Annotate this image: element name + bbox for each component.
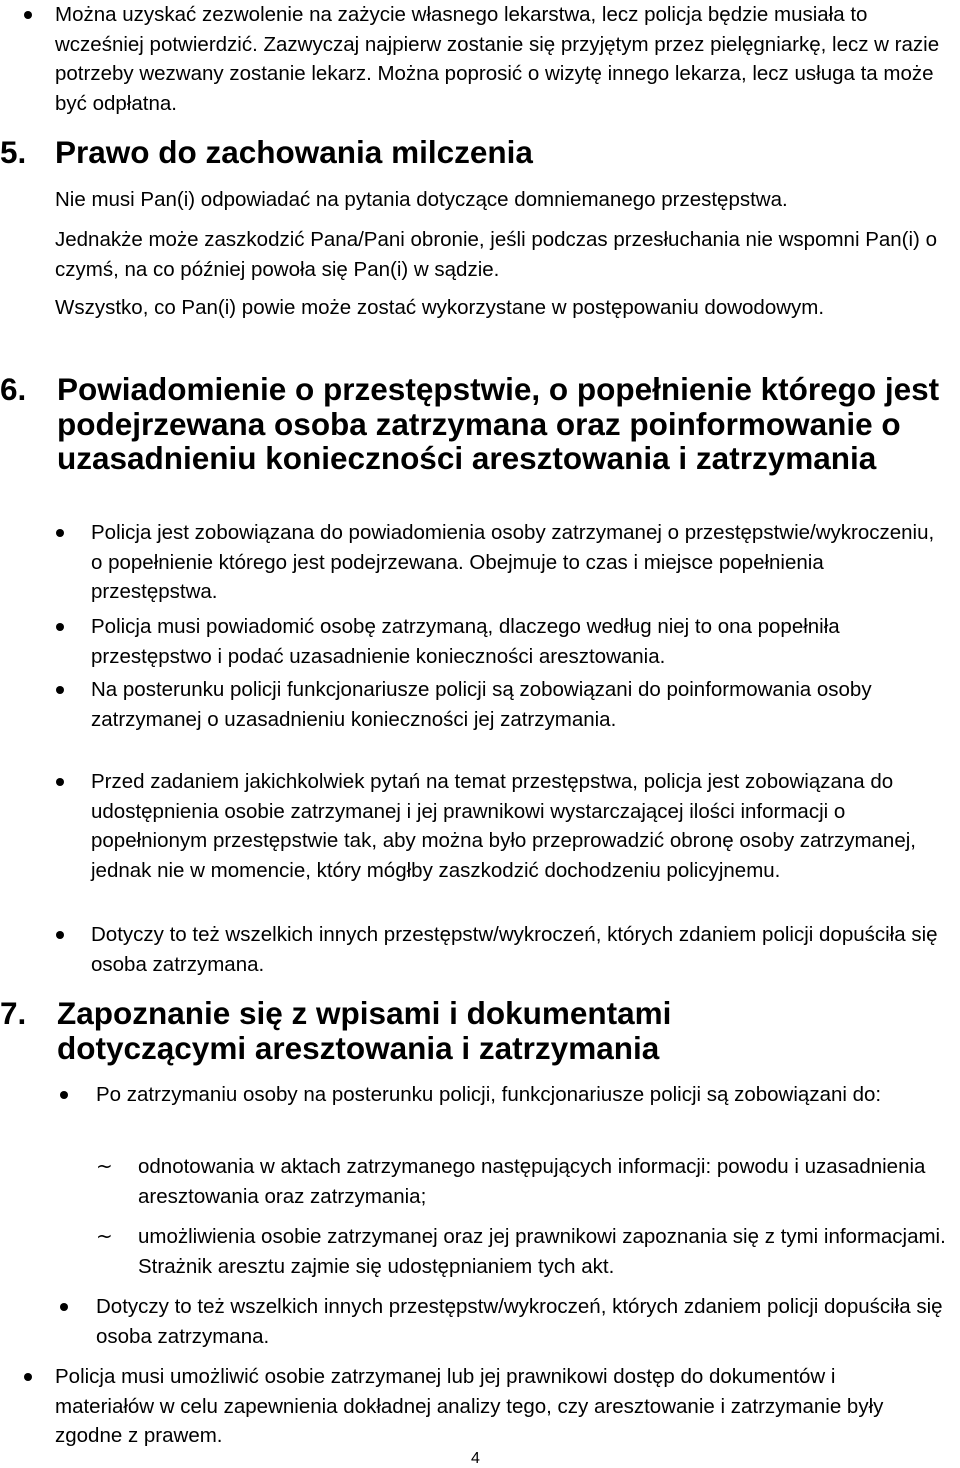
page-number: 4 — [471, 1450, 480, 1467]
section-6-number: 6. — [0, 371, 27, 407]
bullet-dot — [24, 11, 32, 19]
section-5-title: Prawo do zachowania milczenia — [55, 134, 533, 170]
section-6-bullet — [56, 675, 956, 734]
bullet-text: Dotyczy to też wszelkich innych przestępstw/wykroczeń, których zdaniem policji dopuściła się osoba zatrzymana. — [96, 1295, 943, 1348]
bullet-text: Przed zadaniem jakichkolwiek pytań na temat przestępstwa, policja jest zobowiązana do udostępnienia osobie zatrzymanej i jej prawnikowi wystarczającej ilości informacji o popełnionym przestępstwie tak, aby można było przeprowadzić obronę osoby zatrzymanej, jednak nie w momencie, który mógłby zaszkodzić dochodzeniu policyjnemu. — [91, 770, 916, 882]
section-7-subitem — [96, 1222, 956, 1281]
subitem-text: umożliwienia osobie zatrzymanej oraz jej prawnikowi zapoznania się z tymi informacjami. Strażnik aresztu zajmie się udostępnianiem tych akt. — [138, 1225, 946, 1278]
section-7-heading — [0, 996, 940, 1065]
section-7-bullet — [60, 1080, 955, 1110]
bullet-text: Policja jest zobowiązana do powiadomienia osoby zatrzymanej o przestępstwie/wykroczeniu, o popełnienie którego jest podejrzewana. Obejmuje to czas i miejsce popełnienia przestępstwa. — [91, 521, 935, 603]
tilde-marker: ~ — [96, 1224, 113, 1248]
bullet-text: Policja musi umożliwić osobie zatrzymanej lub jej prawnikowi dostęp do dokumentów i materiałów w celu zapewnienia dokładnej analizy tego, czy aresztowanie i zatrzymanie były zgodne z prawem. — [55, 1365, 884, 1447]
section-5-paragraph: Jednakże może zaszkodzić Pana/Pani obronie, jeśli podczas przesłuchania nie wspomni Pan(i) o czymś, na co później powoła się Pan(i) w sądzie. — [55, 228, 937, 281]
bullet-dot — [24, 1373, 32, 1381]
bullet-text: Można uzyskać zezwolenie na zażycie własnego lekarstwa, lecz policja będzie musiała to wcześniej potwierdzić. Zazwyczaj najpierw zostanie się przyjętym przez pielęgniarkę, lecz w razie potrzeby wezwany zostanie lekarz. Można poprosić o wizytę innego lekarza, lecz usługa ta może być odpłatna. — [55, 3, 940, 115]
bullet-dot — [56, 931, 64, 939]
final-bullet-item — [24, 1362, 944, 1451]
bullet-text: Policja musi powiadomić osobę zatrzymaną, dlaczego według niej to ona popełniła przestępstwo i podać uzasadnienie konieczności aresztowania. — [91, 615, 840, 668]
bullet-dot — [56, 778, 64, 786]
section-7-bullet — [60, 1292, 955, 1351]
section-6-title: Powiadomienie o przestępstwie, o popełnienie którego jest podejrzewana osoba zatrzymana oraz poinformowanie o uzasadnieniu konieczności aresztowania i zatrzymania — [57, 371, 940, 476]
section-6-bullet — [56, 920, 956, 979]
section-5-paragraph: Wszystko, co Pan(i) powie może zostać wykorzystane w postępowaniu dowodowym. — [55, 296, 825, 319]
bullet-dot — [56, 529, 64, 537]
section-7-title: Zapoznanie się z wpisami i dokumentami dotyczącymi aresztowania i zatrzymania — [57, 995, 672, 1066]
section-7-number: 7. — [0, 995, 27, 1031]
bullet-dot — [60, 1091, 68, 1099]
bullet-text: Na posterunku policji funkcjonariusze policji są zobowiązani do poinformowania osoby zatrzymanej o uzasadnieniu konieczności jej zatrzymania. — [91, 678, 872, 731]
bullet-text: Dotyczy to też wszelkich innych przestępstw/wykroczeń, których zdaniem policji dopuściła się osoba zatrzymana. — [91, 923, 938, 976]
section-7-subitem — [96, 1152, 956, 1211]
section-5-heading — [0, 135, 940, 170]
section-6-heading — [0, 372, 960, 476]
section-5-paragraph: Nie musi Pan(i) odpowiadać na pytania dotyczące domniemanego przestępstwa. — [55, 188, 788, 211]
section-6-bullet — [56, 612, 956, 671]
bullet-dot — [60, 1303, 68, 1311]
tilde-marker: ~ — [96, 1154, 113, 1178]
section-6-bullet — [56, 767, 956, 885]
section-5-number: 5. — [0, 134, 27, 170]
bullet-dot — [56, 623, 64, 631]
subitem-text: odnotowania w aktach zatrzymanego następujących informacji: powodu i uzasadnienia aresztowania oraz zatrzymania; — [138, 1155, 926, 1208]
bullet-dot — [56, 686, 64, 694]
intro-bullet-item — [24, 0, 944, 118]
section-6-bullet — [56, 518, 956, 607]
bullet-text: Po zatrzymaniu osoby na posterunku policji, funkcjonariusze policji są zobowiązani do: — [96, 1083, 882, 1106]
